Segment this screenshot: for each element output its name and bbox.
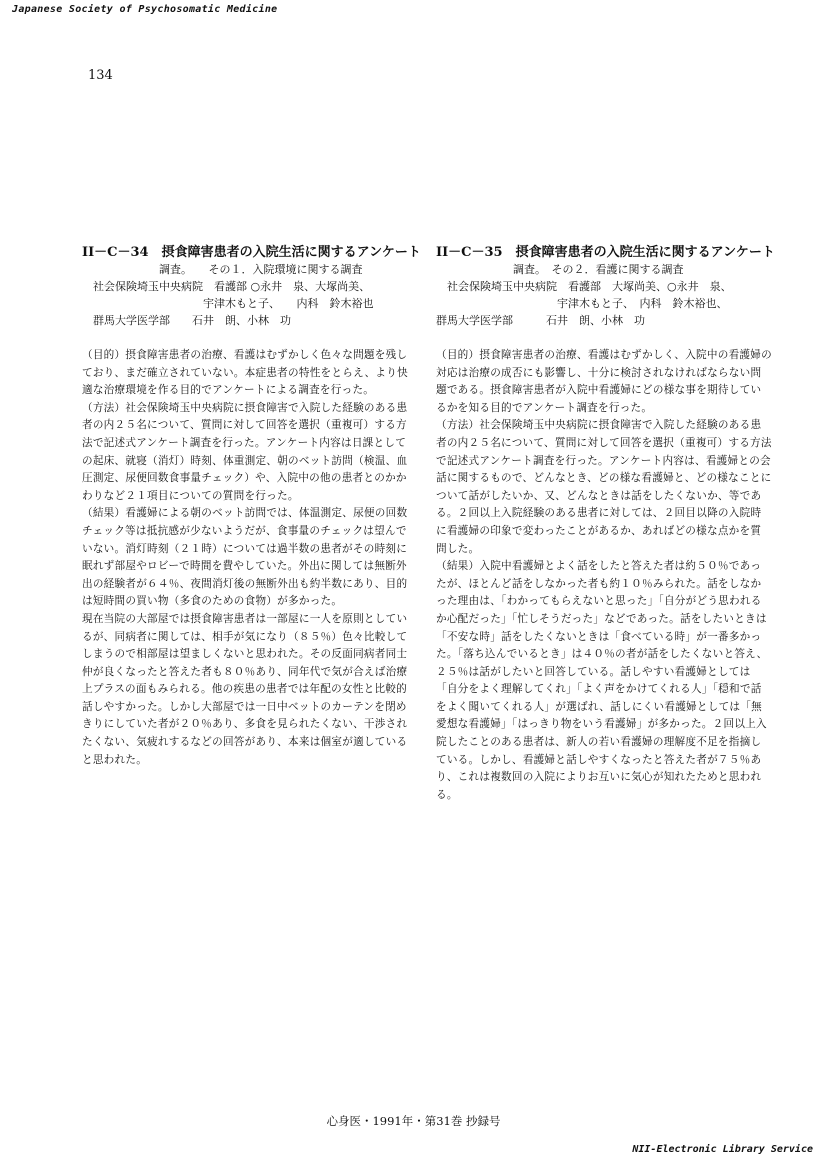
abstract-subtitle-line: 調査。 その１．入院環境に関する調査 xyxy=(82,263,363,276)
paragraph-result: （結果）看護婦による朝のベット訪問では、体温測定、尿便の回数チェック等は抵抗感が少ないようだが、食事量のチェックは望んでいない。消灯時刻（２１時）については過半数の患者がその時刻に眠れず部屋やロビーで時間を費やしていた。外出に関しては無断外出の経験者が６４％、夜間消灯後の無断外出も約半数にあり、目的は短時間の買い物（多食のための食物）が多かった。 xyxy=(82,507,408,608)
abstract-heading xyxy=(436,244,775,329)
abstract-body xyxy=(82,347,412,769)
journal-citation: 心身医・1991年・第31巻 抄録号 xyxy=(326,1114,501,1128)
author-line: 宇津木もと子、 内科 鈴木裕也 xyxy=(82,297,374,310)
author-line: 宇津木もと子、 内科 鈴木裕也、 xyxy=(436,297,728,310)
abstract-c35 xyxy=(436,244,775,804)
abstract-body xyxy=(436,347,772,804)
abstract-heading xyxy=(82,244,421,329)
abstract-subtitle-line: 調査。 その２．看護に関する調査 xyxy=(436,263,684,276)
abstract-c34 xyxy=(82,244,421,769)
abstract-title-line: II－C－34 摂食障害患者の入院生活に関するアンケート xyxy=(82,245,421,260)
paragraph-purpose: （目的）摂食障害患者の治療、看護はむずかしく、入院中の看護婦の対応は治療の成否にも影響し、十分に検討されなければならない問題である。摂食障害患者が入院中看護婦にどの様な事を期待しているかを知る目的でアンケート調査を行った。 xyxy=(436,349,772,414)
paragraph-method: （方法）社会保険埼玉中央病院に摂食障害で入院した経験のある患者の内２５名について、質問に対して回答を選択（重複可）する方法で記述式アンケート調査を行った。アンケート内容は、看護婦との会話に関するもので、どんなとき、どの様な看護婦と、どの様なことについて話がしたいか、又、どんなときは話をしたくないか、等である。２回以上入院経験のある患者に対しては、２回目以降の入院時に看護婦の印象で変わったことがあるか、あればどの様な点かを質問した。 xyxy=(436,419,772,555)
paragraph-discussion: 現在当院の大部屋では摂食障害患者は一部屋に一人を原則としているが、同病者に関しては、相手が気になり（８５％）色々比較してしまうので相部屋は望ましくないと思われた。その反面同病者同士仲が良くなったと答えた者も８０％あり、同年代で気が合えば治療上プラスの面もみられる。他の疾患の患者では年配の女性と比較的話しやすかった。しかし大部屋では一日中ベットのカーテンを閉めきりにしていた者が２０％あり、多食を見られたくない、干渉されたくない、気疲れするなどの回答があり、本来は個室が適していると思われた。 xyxy=(82,612,408,766)
paragraph-method: （方法）社会保険埼玉中央病院に摂食障害で入院した経験のある患者の内２５名について、質問に対して回答を選択（重複可）する方法で記述式アンケート調査を行った。アンケート内容は日課としての起床、就寝（消灯）時刻、体重測定、朝のベット訪問（検温、血圧測定、尿便回数食事量チェック）や、入院中の他の患者とのかかわりなど２１項目についての質問を行った。 xyxy=(82,401,408,502)
paragraph-purpose: （目的）摂食障害患者の治療、看護はむずかしく色々な問題を残しており、まだ確立されていない。本症患者の特性をとらえ、より快適な治療環境を作る目的でアンケートによる調査を行った。 xyxy=(82,349,408,397)
author-line: 社会保険埼玉中央病院 看護部 ○永井 泉、大塚尚美、 xyxy=(82,280,371,293)
page-number: 134 xyxy=(88,68,113,83)
paragraph-result: （結果）入院中看護婦とよく話をしたと答えた者は約５０％であったが、ほとんど話をしなかった者も約１０％みられた。話をしなかった理由は、「わかってもらえないと思った」「自分がどう思われるか心配だった」「忙しそうだった」などであった。話をしたいときは「不安な時」話をしたくないときは「食べている時」が一番多かった。「落ち込んでいるとき」は４０％の者が話をしたくないと答え、２５％は話がしたいと回答している。話しやすい看護婦としては「自分をよく理解してくれ」「よく声をかけてくれる人」「穏和で話をよく聞いてくれる人」が選ばれ、話しにくい看護婦としては「無愛想な看護婦」「はっきり物をいう看護婦」が多かった。２回以上入院したことのある患者は、新人の若い看護婦の理解度不足を指摘している。しかし、看護婦と話しやすくなったと答えた者が７５％あり、これは複数回の入院によりお互いに気心が知れたためと思われる。 xyxy=(436,560,768,801)
author-line: 群馬大学医学部 石井 朗、小林 功 xyxy=(82,314,291,327)
nii-service-footer: NII-Electronic Library Service xyxy=(632,1144,813,1155)
author-line: 群馬大学医学部 石井 朗、小林 功 xyxy=(436,314,645,327)
abstract-title-line: II－C－35 摂食障害患者の入院生活に関するアンケート xyxy=(436,245,775,260)
society-header: Japanese Society of Psychosomatic Medicine xyxy=(12,4,278,15)
author-line: 社会保険埼玉中央病院 看護部 大塚尚美、○永井 泉、 xyxy=(436,280,732,293)
